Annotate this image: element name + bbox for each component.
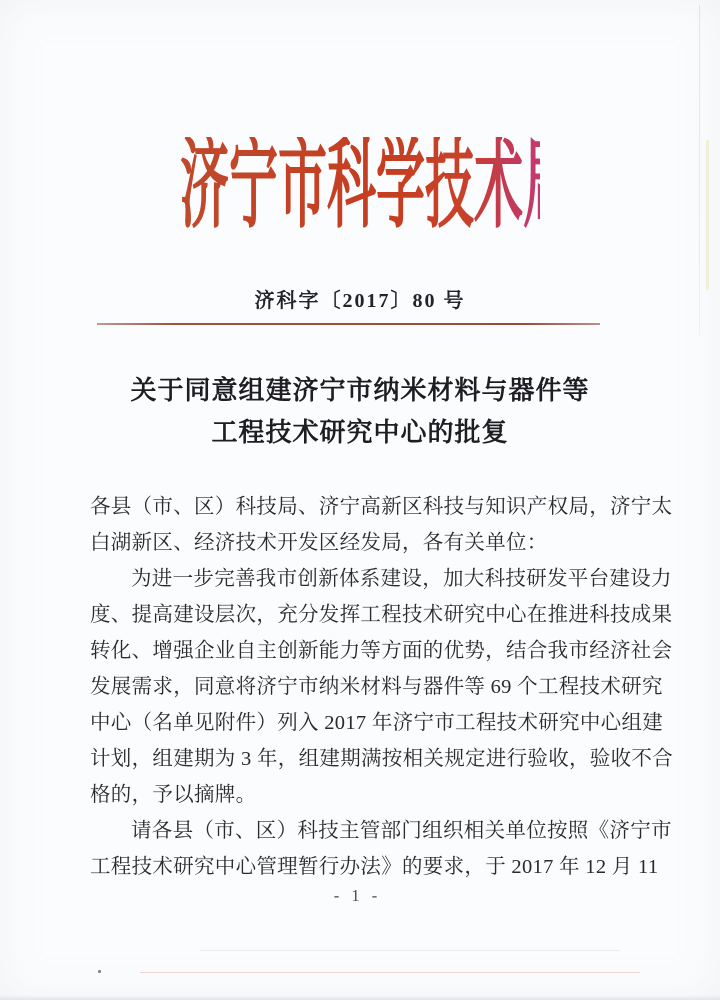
body-line: 工程技术研究中心管理暂行办法》的要求，于 2017 年 12 月 11 <box>90 856 659 878</box>
document-title <box>0 370 720 454</box>
body-line: 计划，组建期为 3 年，组建期满按相关规定进行验收，验收不合 <box>90 748 673 770</box>
body-line: 转化、增强企业自主创新能力等方面的优势，结合我市经济社会 <box>90 640 673 662</box>
scan-artifact-right-edge-band <box>706 140 709 290</box>
document-body <box>90 489 673 885</box>
body-line: 各县（市、区）科技局、济宁高新区科技与知识产权局，济宁太 <box>90 496 673 518</box>
scan-artifact-horizontal-line <box>200 950 620 951</box>
scan-artifact-speck <box>98 970 101 973</box>
page-number: - 1 - <box>333 886 382 905</box>
body-line: 格的，予以摘牌。 <box>90 784 257 806</box>
body-line: 中心（名单见附件）列入 2017 年济宁市工程技术研究中心组建 <box>90 712 664 734</box>
body-line: 白湖新区、经济技术开发区经发局，各有关单位： <box>90 532 548 554</box>
letterhead-separator-rule <box>97 323 600 325</box>
body-line: 请各县（市、区）科技主管部门组织相关单位按照《济宁市 <box>131 820 672 842</box>
scan-artifact-bottom-edge <box>0 995 720 1000</box>
document-title-line-1: 关于同意组建济宁市纳米材料与器件等 <box>130 376 590 405</box>
scan-artifact-pink-line <box>140 972 640 973</box>
document-title-line-2: 工程技术研究中心的批复 <box>211 418 509 447</box>
body-line: 为进一步完善我市创新体系建设，加大科技研发平台建设力 <box>131 568 672 590</box>
body-line: 发展需求，同意将济宁市纳米材料与器件等 69 个工程技术研究 <box>90 676 663 698</box>
body-line: 度、提高建设层次，充分发挥工程技术研究中心在推进科技成果 <box>90 604 673 626</box>
letterhead-title: 济宁市科学技术局文件 <box>180 132 671 240</box>
document-reference-number: 济科字〔2017〕80 号 <box>254 290 466 312</box>
